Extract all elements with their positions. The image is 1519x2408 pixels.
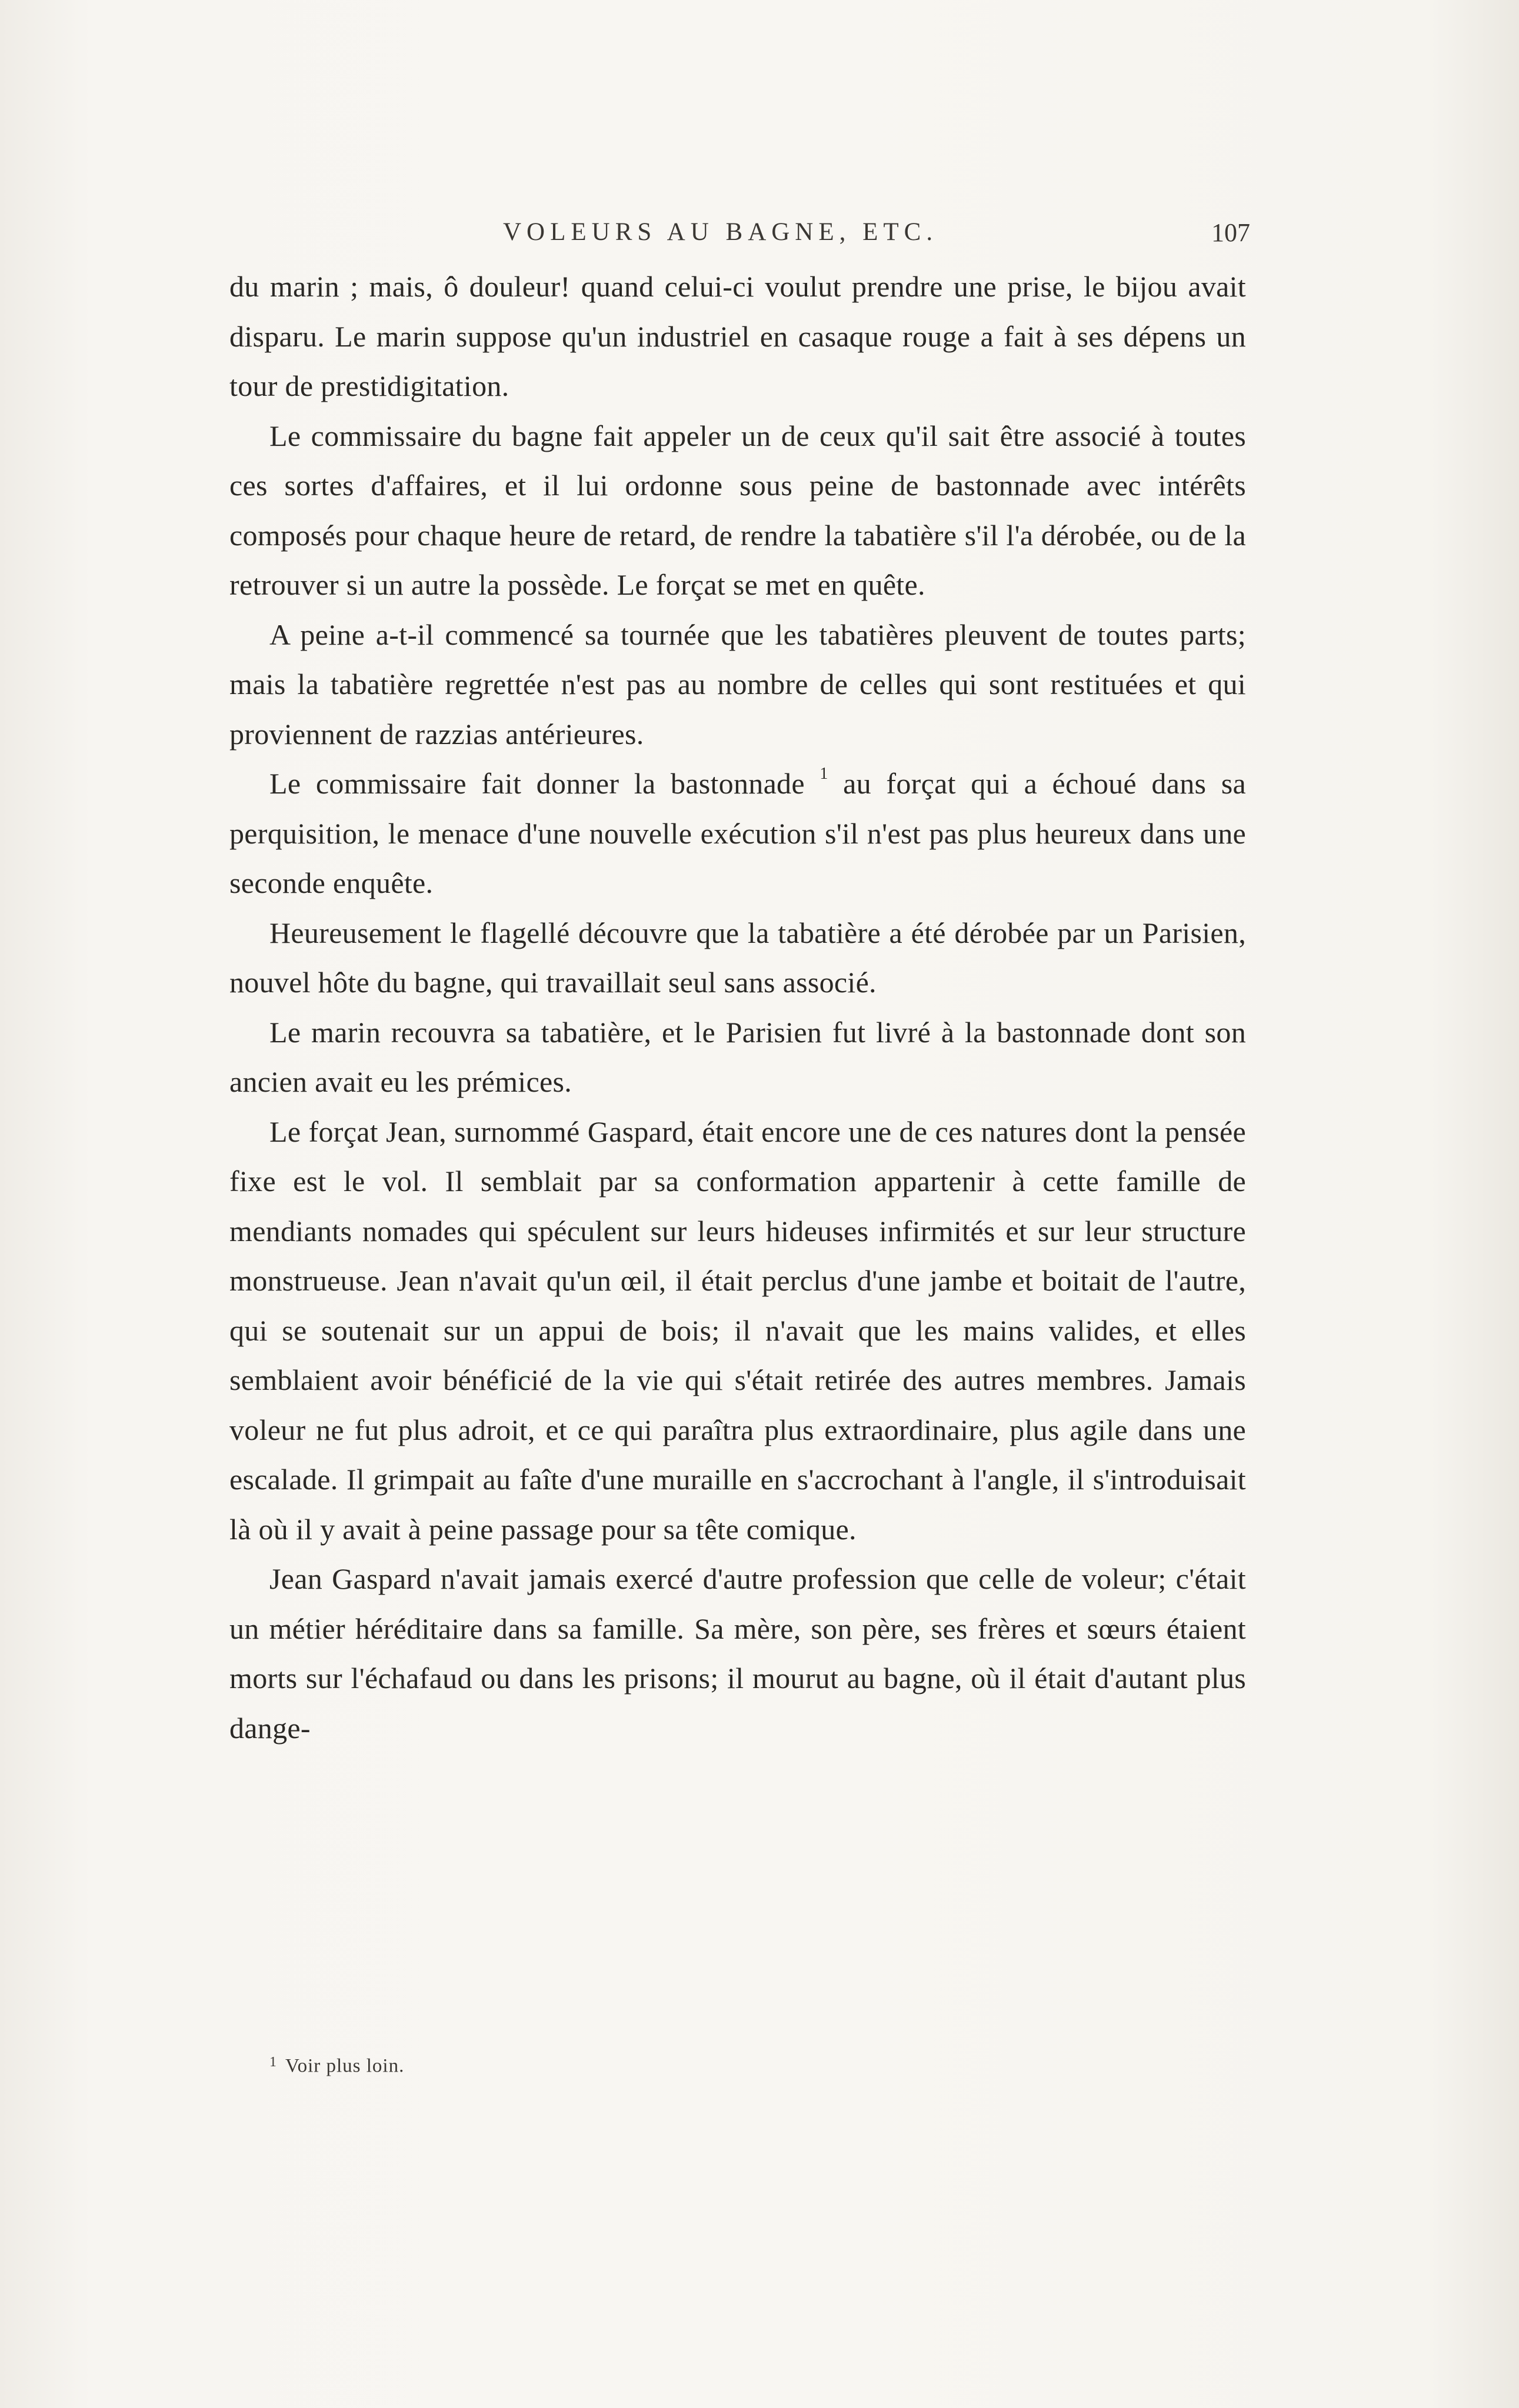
paragraph bbox=[229, 759, 1246, 908]
paragraph: Le forçat Jean, surnommé Gaspard, était encore une de ces natures dont la pensée fixe est le vol. Il semblait par sa conformation appartenir à cette famille de mendiants nomades qui spéculent sur leurs hideuses infirmités et sur leur structure monstrueuse. Jean n'avait qu'un œil, il était perclus d'une jambe et boitait de l'autre, qui se soutenait sur un appui de bois; il n'avait que les mains valides, et elles semblaient avoir bénéficié de la vie qui s'était retirée des autres membres. Jamais voleur ne fut plus adroit, et ce qui paraîtra plus extraordinaire, plus agile dans une escalade. Il grimpait au faîte d'une muraille en s'accrochant à l'angle, il s'introduisait là où il y avait à peine passage pour sa tête comique. bbox=[229, 1115, 1246, 1546]
paragraph: A peine a-t-il commencé sa tournée que les tabatières pleuvent de toutes parts; mais la tabatière regrettée n'est pas au nombre de celles qui sont restituées et qui proviennent de razzias antérieures. bbox=[229, 618, 1246, 751]
paragraph-text: au forçat qui a échoué dans sa perquisition, le menace d'une nouvelle exécution s'il n'est pas plus heureux dans une seconde enquête. bbox=[229, 767, 1246, 899]
paragraph-text: Le commissaire fait donner la bastonnade bbox=[269, 767, 805, 800]
paragraph: du marin ; mais, ô douleur! quand celui-ci voulut prendre une prise, le bijou avait disparu. Le marin suppose qu'un industriel en casaque rouge a fait à ses dépens un tour de prestidigitation. bbox=[229, 270, 1246, 402]
paragraph: Heureusement le flagellé découvre que la tabatière a été dérobée par un Parisien, nouvel hôte du bagne, qui travaillait seul sans associé. bbox=[229, 916, 1246, 999]
footnote-marker: 1 bbox=[269, 2055, 277, 2070]
footnote bbox=[269, 2055, 404, 2077]
running-title: VOLEURS AU BAGNE, ETC. bbox=[503, 218, 938, 246]
footnote-text: Voir plus loin. bbox=[285, 2055, 405, 2077]
footnote-reference[interactable]: 1 bbox=[820, 764, 828, 783]
paragraph: Le marin recouvra sa tabatière, et le Parisien fut livré à la bastonnade dont son ancien avait eu les prémices. bbox=[229, 1015, 1246, 1098]
paragraph: Le commissaire du bagne fait appeler un de ceux qu'il sait être associé à toutes ces sortes d'affaires, et il lui ordonne sous peine de bastonnade avec intérêts composés pour chaque heure de retard, de rendre la tabatière s'il l'a dérobée, ou de la retrouver si un autre la possède. Le forçat se met en quête. bbox=[229, 419, 1246, 601]
paragraph: Jean Gaspard n'avait jamais exercé d'autre profession que celle de voleur; c'était un métier héréditaire dans sa famille. Sa mère, son père, ses frères et sœurs étaient morts sur l'échafaud ou dans les prisons; il mourut au bagne, où il était d'autant plus dange- bbox=[229, 1562, 1246, 1745]
page-number: 107 bbox=[1211, 218, 1250, 247]
page-header bbox=[232, 218, 1250, 253]
body-text bbox=[229, 262, 1246, 1753]
